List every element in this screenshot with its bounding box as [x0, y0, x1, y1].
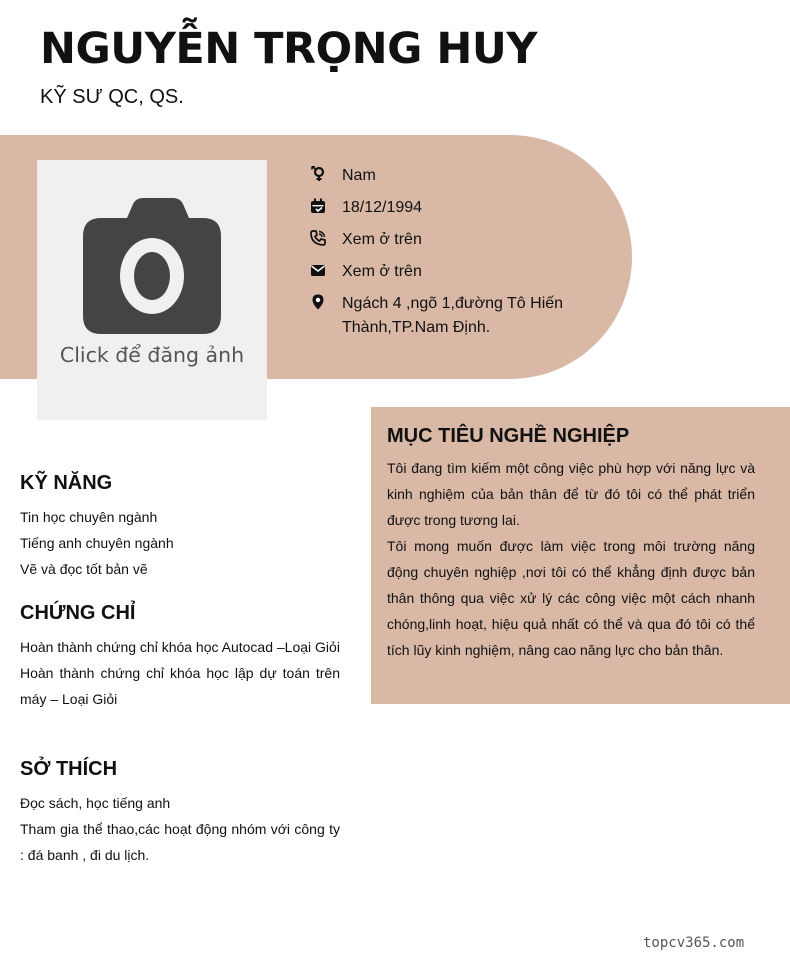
certificates-list: [20, 634, 340, 712]
birthday-value: 18/12/1994: [342, 199, 423, 216]
skill-item: Tiếng anh chuyên ngành: [20, 535, 174, 551]
certificates-title: CHỨNG CHỈ: [20, 602, 136, 624]
phone-icon: [310, 230, 326, 246]
job-title: KỸ SƯ QC, QS.: [40, 86, 184, 108]
camera-icon[interactable]: [83, 198, 221, 334]
skill-item: Tin học chuyên ngành: [20, 509, 158, 525]
career-goal-title: MỤC TIÊU NGHỀ NGHIỆP: [387, 425, 630, 447]
contact-address: [310, 292, 582, 340]
gender-value: Nam: [342, 167, 376, 184]
phone-value: Xem ở trên: [342, 231, 422, 248]
contact-birthday: [310, 196, 582, 220]
career-goal-text: [387, 455, 755, 663]
hobby-item: Đọc sách, học tiếng anh: [20, 795, 171, 811]
email-value: Xem ở trên: [342, 263, 422, 280]
candidate-name: NGUYỄN TRỌNG HUY: [40, 24, 537, 74]
skills-list: [20, 504, 340, 582]
skill-item: Vẽ và đọc tốt bản vẽ: [20, 561, 148, 577]
envelope-icon: [310, 262, 326, 278]
contact-email: [310, 260, 582, 284]
watermark: topcv365.com: [643, 935, 745, 951]
map-marker-icon: [310, 294, 326, 310]
certificate-item: Hoàn thành chứng chỉ khóa học Autocad –Loại Giỏi: [20, 639, 340, 655]
address-value: Ngách 4 ,ngõ 1,đường Tô Hiến Thành,TP.Nam Định.: [342, 295, 564, 336]
calendar-icon: [310, 198, 326, 214]
career-goal-paragraph: Tôi đang tìm kiếm một công việc phù hợp với năng lực và kinh nghiệm của bản thân để từ đó tôi có thể phát triển được trong tương lai.: [387, 460, 755, 528]
hobbies-list: [20, 790, 340, 868]
contact-phone: [310, 228, 582, 252]
contact-gender: [310, 164, 582, 188]
gender-icon: [310, 166, 326, 182]
skills-title: KỸ NĂNG: [20, 472, 113, 494]
certificate-item: Hoàn thành chứng chỉ khóa học lập dự toán trên máy – Loại Giỏi: [20, 665, 340, 707]
hobbies-title: SỞ THÍCH: [20, 758, 118, 780]
career-goal-paragraph: Tôi mong muốn được làm việc trong môi trường năng động chuyên nghiệp ,nơi tôi có thể khẳng định được bản thân thông qua việc xử lý các công việc một cách nhanh chóng,linh hoạt, hiệu quả nhất có thể và qua đó tôi có thể tích lũy kinh nghiệm, nâng cao năng lực cho bản thân.: [387, 538, 755, 658]
hobby-item: Tham gia thể thao,các hoạt động nhóm với công ty : đá banh , đi du lịch.: [20, 821, 340, 863]
photo-upload-label[interactable]: Click để đăng ảnh: [59, 343, 245, 367]
